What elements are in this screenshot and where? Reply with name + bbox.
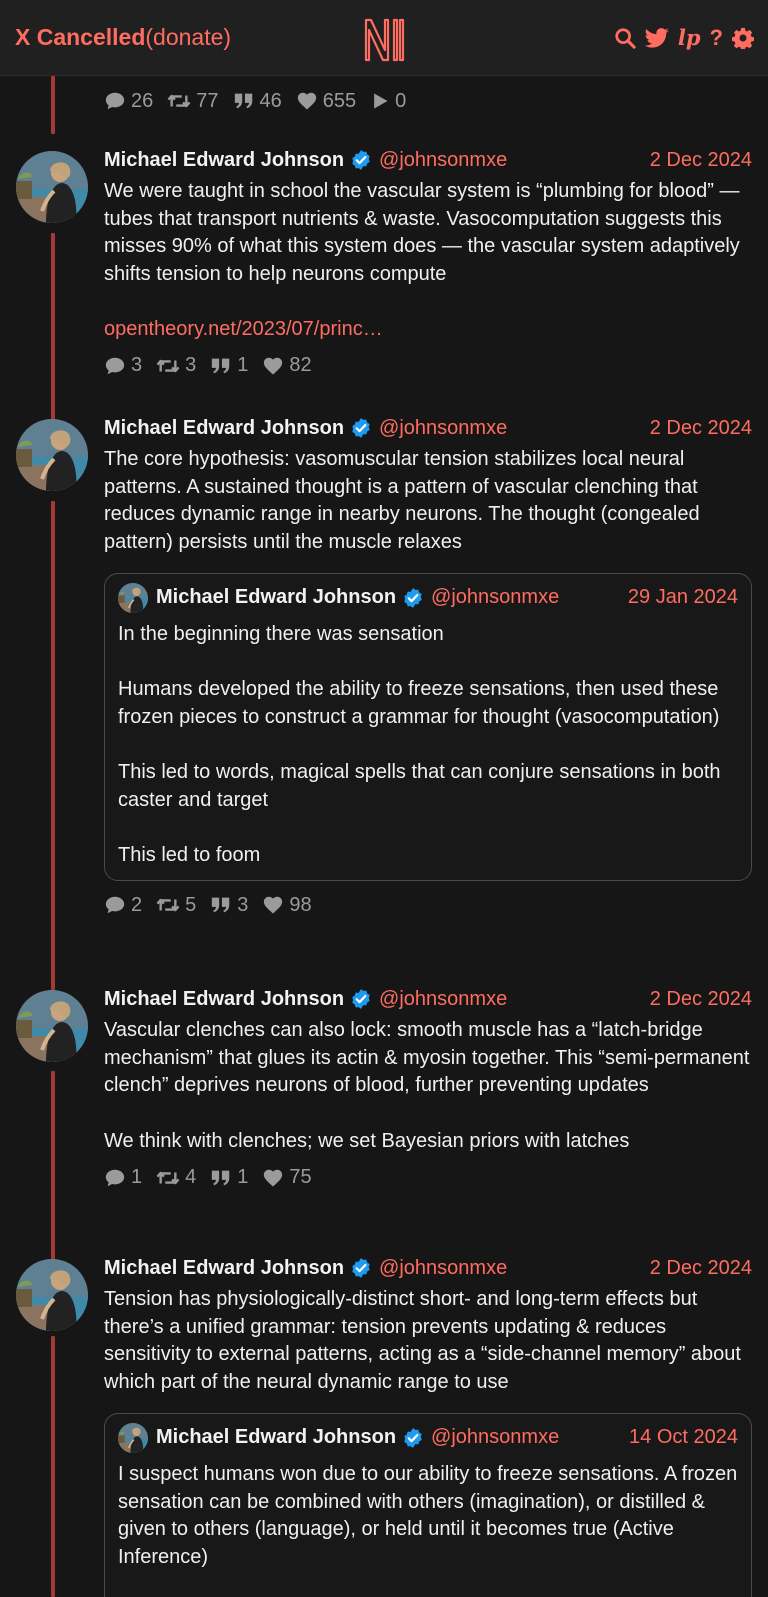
tweet-stats [104,88,752,114]
author-name[interactable]: Michael Edward Johnson [104,416,345,439]
quoted-author-name[interactable]: Michael Edward Johnson [156,1426,397,1449]
quoted-author-name[interactable]: Michael Edward Johnson [156,586,397,609]
tweet-paragraph: Vascular clenches can also lock: smooth muscle has a “latch-bridge mechanism” that glues its actin & myosin together. This “semi-permanent clench” deprives neurons of blood, further preventing updates [104,1019,750,1097]
tweet-paragraph: Tension has physiologically-distinct short- and long-term effects but there’s a unified grammar: tension prevents updating & reduces sensitivity to external patterns, acting as a “side-channel memory” about which part of the neural dynamic range to use [104,1288,741,1394]
tweet [104,1255,752,1597]
tweet-stats [104,892,752,918]
author-name[interactable]: Michael Edward Johnson [104,148,345,171]
quote-icon [233,90,255,112]
verified-badge-icon [402,1427,424,1449]
thread-line [51,501,55,1056]
quotes-stat[interactable] [210,894,248,917]
avatar[interactable] [16,990,88,1062]
quote-icon [210,1167,232,1189]
quote-count: 46 [259,89,282,112]
retweets-stat[interactable] [167,90,218,113]
author-handle[interactable]: @johnsonmxe [379,148,508,171]
tweet-date[interactable]: 2 Dec 2024 [649,1256,752,1279]
retweet-count: 3 [185,354,197,377]
quoted-author-handle[interactable]: @johnsonmxe [431,1426,560,1449]
reply-count: 26 [131,89,154,112]
quoted-author-handle[interactable]: @johnsonmxe [431,586,560,609]
thread-line [51,76,55,134]
verified-badge-icon [402,587,424,609]
tweet-header [104,1255,752,1281]
author-handle[interactable]: @johnsonmxe [379,416,508,439]
heart-icon [262,1167,284,1189]
retweet-icon [156,1167,180,1189]
replies-stat[interactable] [104,90,153,113]
tweet-date[interactable]: 2 Dec 2024 [649,148,752,171]
thread-line [51,1336,55,1597]
retweets-stat[interactable] [156,894,196,917]
reply-icon [104,90,126,112]
tweet-body [104,178,752,289]
quote-count: 1 [237,1166,249,1188]
replies-stat[interactable] [104,894,142,917]
avatar[interactable] [16,419,88,491]
tweet [104,986,752,1191]
verified-badge-icon [350,988,372,1010]
nitter-logo-icon[interactable] [363,18,405,62]
tweet-link[interactable]: opentheory.net/2023/07/princ… [104,317,383,340]
play-icon [370,90,390,112]
tweet-body [104,1017,752,1156]
verified-badge-icon [350,1257,372,1279]
tweet-stats [104,353,752,379]
verified-badge-icon [350,149,372,171]
heart-icon [262,355,284,377]
thread-timeline [0,76,768,1597]
quoted-paragraph: In the beginning there was sensation [118,622,444,645]
tweet-stats [104,1165,752,1191]
author-name[interactable]: Michael Edward Johnson [104,987,345,1010]
views-stat[interactable] [370,90,406,113]
reply-icon [104,355,126,377]
tweet-header [104,986,752,1012]
likes-stat[interactable] [296,90,356,113]
author-name[interactable]: Michael Edward Johnson [104,1256,345,1279]
avatar[interactable] [16,1259,88,1331]
reply-count: 1 [131,1166,143,1188]
tweet-body [104,446,752,557]
quotes-stat[interactable] [233,90,282,113]
likes-stat[interactable] [262,894,311,917]
reply-icon [104,1167,126,1189]
replies-stat[interactable] [104,354,142,377]
quoted-tweet[interactable] [104,1413,752,1597]
reply-count: 2 [131,893,143,916]
twitter-icon[interactable] [645,27,669,49]
quote-icon [210,355,232,377]
retweets-stat[interactable] [156,354,196,377]
tweet-body [104,1286,752,1397]
search-icon[interactable] [614,27,636,49]
brand[interactable] [15,24,231,51]
retweet-count: 4 [185,1166,197,1188]
replies-stat[interactable] [104,1166,142,1189]
quoted-paragraph: I suspect humans won due to our ability to freeze sensations. A frozen sensation can be combined with others (imagination), or distilled & given to others (language), or held until it becomes true (Active Inference) [118,1462,738,1568]
top-navbar [0,0,768,76]
retweets-stat[interactable] [156,1166,196,1189]
avatar[interactable] [16,151,88,223]
quoted-tweet-date[interactable]: 29 Jan 2024 [627,586,738,609]
quotes-stat[interactable] [210,354,248,377]
heart-icon [262,894,284,916]
like-count: 655 [322,89,357,112]
quoted-tweet-header [118,584,738,612]
quote-icon [210,894,232,916]
retweet-icon [167,90,191,112]
author-handle[interactable]: @johnsonmxe [379,1256,508,1279]
reply-icon [104,894,126,916]
like-count: 75 [289,1166,312,1188]
likes-stat[interactable] [262,1166,311,1189]
view-count: 0 [395,89,407,112]
tweet-header [104,147,752,173]
heart-icon [296,90,318,112]
lp-icon[interactable]: lp [677,25,701,50]
quoted-avatar[interactable] [118,583,148,613]
tweet-paragraph: We were taught in school the vascular system is “plumbing for blood” — tubes that transport nutrients & waste. Vasocomputation suggests this misses 90% of what this system does — the vascular system adaptively shifts tension to help neurons compute [104,180,740,286]
tweet-date[interactable]: 2 Dec 2024 [649,987,752,1010]
verified-badge-icon [350,417,372,439]
quoted-tweet-body [118,1461,738,1572]
quoted-paragraph: This led to foom [118,844,261,867]
tweet [104,415,752,918]
like-count: 98 [289,893,312,916]
quoted-tweet-body [118,621,738,870]
quoted-tweet[interactable] [104,573,752,881]
tweet-paragraph: The core hypothesis: vasomuscular tension stabilizes local neural patterns. A sustained thought is a pattern of vascular clenching that reduces dynamic range in nearby neurons. The thought (congealed pattern) persists until the muscle relaxes [104,448,700,554]
tweet-header [104,415,752,441]
quoted-avatar[interactable] [118,1423,148,1453]
quoted-paragraph: This led to words, magical spells that can conjure sensations in both caster and target [118,761,721,811]
quote-count: 3 [237,893,249,916]
nav-icons [614,27,754,49]
brand-title[interactable]: X Cancelled [15,24,146,50]
quotes-stat[interactable] [210,1166,248,1189]
donate-link[interactable]: (donate) [145,24,232,50]
quoted-tweet-header [118,1424,738,1452]
like-count: 82 [289,354,312,377]
previous-tweet-stats [104,88,752,114]
reply-count: 3 [131,354,143,377]
retweet-icon [156,355,180,377]
author-handle[interactable]: @johnsonmxe [379,987,508,1010]
quoted-tweet-date[interactable]: 14 Oct 2024 [629,1426,738,1449]
tweet [104,147,752,379]
tweet-paragraph: We think with clenches; we set Bayesian priors with latches [104,1129,630,1152]
gear-icon[interactable] [732,27,754,49]
retweet-icon [156,894,180,916]
likes-stat[interactable] [262,354,311,377]
tweet-date[interactable]: 2 Dec 2024 [649,416,752,439]
help-icon[interactable]: ? [709,25,723,50]
retweet-count: 5 [185,893,197,916]
retweet-count: 77 [196,89,219,112]
quoted-paragraph: Humans developed the ability to freeze sensations, then used these frozen pieces to construct a grammar for thought (vasocomputation) [118,678,720,728]
quote-count: 1 [237,354,249,377]
